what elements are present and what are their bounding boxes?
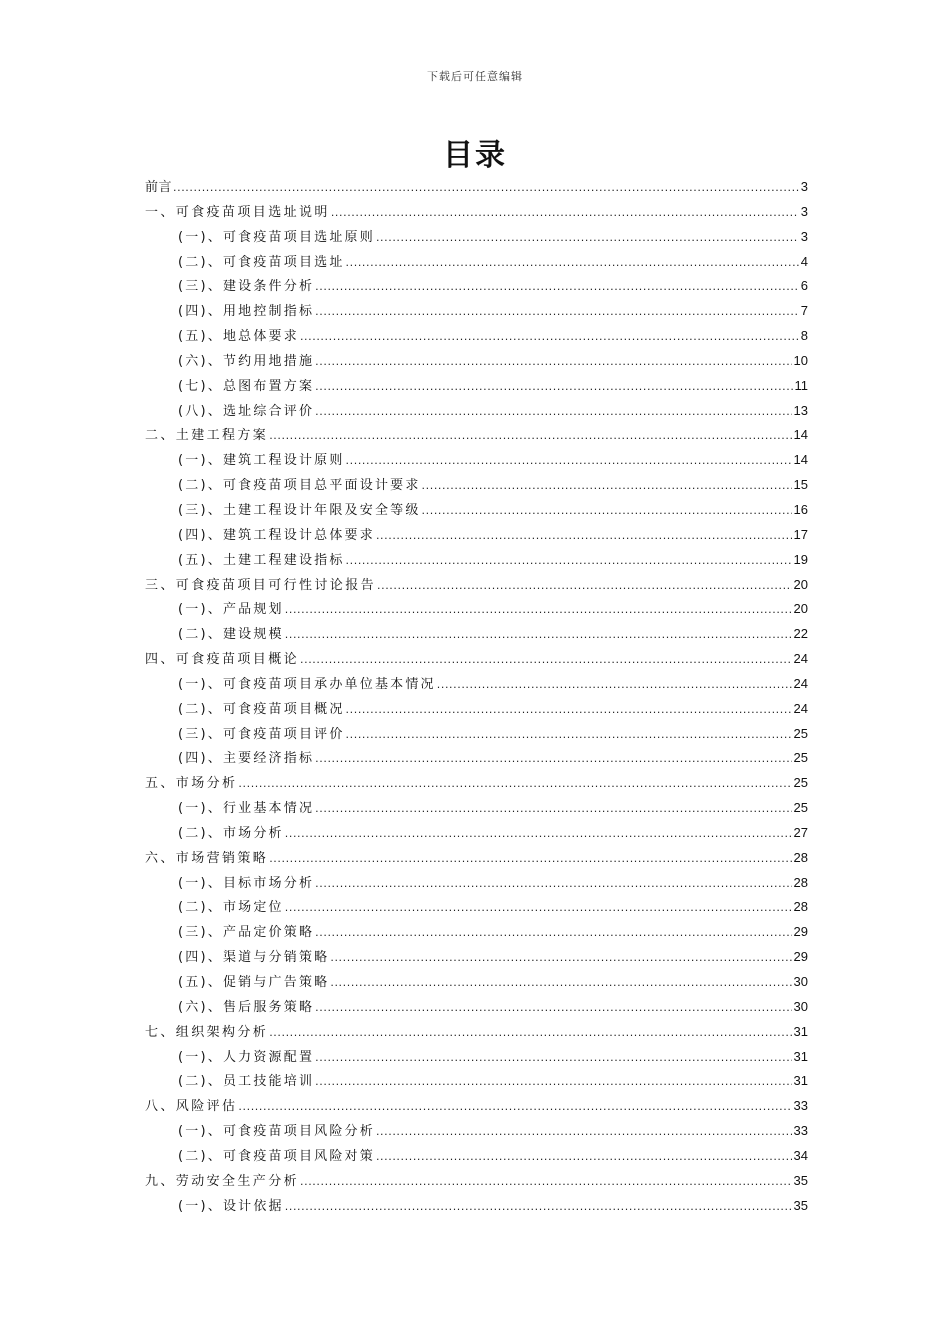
toc-entry-label: (二)、建设规模 [178, 627, 284, 643]
toc-entry[interactable] [145, 299, 808, 324]
toc-dot-leader [269, 424, 791, 449]
toc-entry-label: (六)、节约用地措施 [178, 353, 315, 369]
toc-entry-page-number: 28 [793, 849, 808, 865]
toc-dot-leader [437, 673, 792, 698]
toc-entry-label: 三、可食疫苗项目可行性讨论报告 [145, 577, 377, 593]
toc-entry[interactable] [145, 1119, 808, 1144]
toc-entry-label: (四)、建筑工程设计总体要求 [178, 527, 375, 543]
toc-dot-leader [285, 822, 792, 847]
toc-entry[interactable] [145, 995, 808, 1020]
toc-entry-label: (三)、可食疫苗项目评价 [178, 726, 345, 742]
toc-entry-label: (二)、员工技能培训 [178, 1074, 315, 1090]
toc-entry-page-number: 3 [800, 228, 808, 244]
toc-entry[interactable] [145, 746, 808, 771]
toc-entry-label: (七)、总图布置方案 [178, 378, 315, 394]
toc-entry-page-number: 20 [793, 576, 808, 592]
toc-dot-leader [269, 1021, 791, 1046]
toc-entry-label: (五)、地总体要求 [178, 329, 299, 345]
toc-entry-label: 二、土建工程方案 [145, 428, 269, 444]
toc-entry-page-number: 8 [800, 328, 808, 344]
toc-entry[interactable] [145, 573, 808, 598]
toc-entry-page-number: 24 [793, 651, 808, 667]
toc-entry[interactable] [145, 175, 808, 200]
toc-entry-label: 七、组织架构分析 [145, 1024, 269, 1040]
toc-entry-page-number: 24 [793, 700, 808, 716]
toc-entry-page-number: 14 [793, 452, 808, 468]
toc-dot-leader [422, 474, 792, 499]
toc-entry[interactable] [145, 796, 808, 821]
toc-dot-leader [315, 872, 791, 897]
toc-entry-page-number: 13 [793, 402, 808, 418]
toc-dot-leader [285, 1195, 792, 1220]
toc-entry-page-number: 28 [793, 874, 808, 890]
toc-dot-leader [346, 723, 792, 748]
toc-entry-page-number: 30 [793, 998, 808, 1014]
toc-entry-page-number: 25 [793, 800, 808, 816]
toc-dot-leader [315, 275, 799, 300]
toc-entry-label: (一)、建筑工程设计原则 [178, 453, 345, 469]
toc-dot-leader [238, 1095, 791, 1120]
toc-entry[interactable] [145, 1169, 808, 1194]
toc-entry-label: (一)、设计依据 [178, 1198, 284, 1214]
toc-entry-page-number: 19 [793, 551, 808, 567]
toc-entry-label: (二)、可食疫苗项目概况 [178, 701, 345, 717]
toc-entry-page-number: 24 [793, 675, 808, 691]
toc-entry-label: 四、可食疫苗项目概论 [145, 652, 300, 668]
toc-dot-leader [315, 400, 791, 425]
toc-entry-page-number: 29 [793, 924, 808, 940]
toc-entry[interactable] [145, 423, 808, 448]
toc-entry-page-number: 35 [793, 1172, 808, 1188]
toc-entry[interactable] [145, 225, 808, 250]
toc-entry-label: (一)、目标市场分析 [178, 875, 315, 891]
toc-entry-label: (五)、促销与广告策略 [178, 975, 330, 990]
toc-dot-leader [376, 1145, 792, 1170]
toc-dot-leader [285, 598, 792, 623]
toc-entry[interactable] [145, 548, 808, 573]
toc-entry-label: 一、可食疫苗项目选址说明 [145, 204, 330, 220]
toc-entry-label: (三)、土建工程设计年限及安全等级 [178, 502, 421, 518]
toc-dot-leader [285, 623, 792, 648]
toc-entry[interactable] [145, 846, 808, 871]
toc-dot-leader [346, 698, 792, 723]
toc-dot-leader [346, 549, 792, 574]
toc-entry-page-number: 15 [793, 477, 808, 493]
toc-dot-leader [269, 847, 791, 872]
toc-entry-label: (二)、市场定位 [178, 900, 284, 916]
toc-entry-label: (四)、用地控制指标 [178, 304, 315, 320]
toc-entry-label: (三)、建设条件分析 [178, 279, 315, 295]
toc-dot-leader [173, 176, 799, 201]
toc-dot-leader [315, 747, 791, 772]
toc-entry-page-number: 10 [793, 352, 808, 368]
toc-entry[interactable] [145, 473, 808, 498]
toc-dot-leader [315, 1070, 791, 1095]
toc-dot-leader [315, 996, 791, 1021]
toc-dot-leader [300, 325, 799, 350]
toc-entry-label: (四)、主要经济指标 [178, 751, 315, 767]
toc-entry-page-number: 34 [793, 1147, 808, 1163]
toc-entry-label: (一)、行业基本情况 [178, 801, 315, 817]
toc-dot-leader [315, 300, 799, 325]
toc-entry-label: (二)、可食疫苗项目选址 [178, 254, 345, 270]
toc-entry[interactable] [145, 895, 808, 920]
toc-entry-page-number: 25 [793, 750, 808, 766]
toc-entry-label: (五)、土建工程建设指标 [178, 552, 345, 568]
toc-dot-leader [331, 201, 799, 226]
toc-entry-page-number: 29 [793, 949, 808, 965]
toc-entry[interactable] [145, 523, 808, 548]
toc-entry-page-number: 14 [793, 427, 808, 443]
toc-dot-leader [330, 946, 791, 971]
toc-entry[interactable] [145, 1094, 808, 1119]
toc-entry-page-number: 31 [793, 1048, 808, 1064]
toc-entry-label: (一)、人力资源配置 [178, 1049, 315, 1065]
toc-entry[interactable] [145, 1194, 808, 1219]
toc-dot-leader [315, 375, 792, 400]
toc-entry[interactable] [145, 722, 808, 747]
toc-entry[interactable] [145, 672, 808, 697]
toc-entry[interactable] [145, 622, 808, 647]
toc-title: 目录 [443, 138, 507, 173]
toc-entry-label: (一)、产品规划 [178, 602, 284, 618]
toc-entry[interactable] [145, 1144, 808, 1169]
toc-entry-label: (六)、售后服务策略 [178, 999, 315, 1015]
toc-dot-leader [422, 499, 792, 524]
toc-entry[interactable] [145, 771, 808, 796]
table-of-contents [145, 175, 808, 1218]
toc-entry-label: (八)、选址综合评价 [178, 403, 315, 419]
toc-entry[interactable] [145, 374, 808, 399]
toc-entry-page-number: 6 [800, 278, 808, 294]
toc-entry-page-number: 33 [793, 1123, 808, 1139]
toc-dot-leader [376, 226, 799, 251]
toc-entry-page-number: 22 [793, 626, 808, 642]
toc-dot-leader [315, 350, 791, 375]
toc-entry-label: (二)、可食疫苗项目总平面设计要求 [178, 478, 421, 494]
toc-entry[interactable] [145, 871, 808, 896]
toc-entry[interactable] [145, 945, 808, 970]
toc-entry[interactable] [145, 970, 808, 995]
toc-dot-leader [315, 921, 791, 946]
toc-entry[interactable] [145, 498, 808, 523]
toc-entry-page-number: 3 [800, 179, 808, 194]
toc-dot-leader [346, 449, 792, 474]
toc-dot-leader [376, 1120, 792, 1145]
toc-dot-leader [315, 797, 791, 822]
toc-dot-leader [315, 1046, 791, 1071]
toc-entry-label: (一)、可食疫苗项目承办单位基本情况 [178, 676, 436, 692]
toc-entry-page-number: 20 [793, 601, 808, 617]
toc-entry-page-number: 3 [800, 203, 808, 219]
toc-entry-page-number: 7 [800, 303, 808, 319]
toc-entry[interactable] [145, 821, 808, 846]
toc-entry-page-number: 31 [793, 1023, 808, 1039]
toc-entry[interactable] [145, 448, 808, 473]
toc-entry-label: 五、市场分析 [145, 776, 238, 792]
toc-entry-page-number: 33 [793, 1098, 808, 1114]
toc-entry[interactable] [145, 597, 808, 622]
toc-entry-label: (二)、可食疫苗项目风险对策 [178, 1148, 375, 1164]
toc-entry[interactable] [145, 274, 808, 299]
toc-entry[interactable] [145, 1020, 808, 1045]
toc-dot-leader [377, 574, 792, 599]
toc-entry[interactable] [145, 324, 808, 349]
toc-entry-label: (四)、渠道与分销策略 [178, 950, 330, 966]
toc-entry-page-number: 30 [793, 974, 808, 989]
toc-entry-page-number: 17 [793, 526, 808, 542]
toc-entry-label: 前言 [145, 180, 173, 195]
toc-entry[interactable] [145, 697, 808, 722]
toc-entry[interactable] [145, 1069, 808, 1094]
toc-entry-label: (一)、可食疫苗项目选址原则 [178, 229, 375, 245]
toc-entry-label: (一)、可食疫苗项目风险分析 [178, 1124, 375, 1140]
toc-entry[interactable] [145, 1045, 808, 1070]
toc-dot-leader [300, 1170, 792, 1195]
toc-entry-page-number: 4 [800, 253, 808, 269]
toc-entry-page-number: 31 [793, 1073, 808, 1089]
toc-entry-page-number: 25 [793, 775, 808, 791]
toc-entry-page-number: 25 [793, 725, 808, 741]
toc-dot-leader [376, 524, 792, 549]
toc-entry-label: (三)、产品定价策略 [178, 925, 315, 941]
toc-dot-leader [238, 772, 791, 797]
toc-entry-page-number: 27 [793, 824, 808, 840]
toc-entry[interactable] [145, 200, 808, 225]
toc-entry-page-number: 16 [793, 501, 808, 517]
toc-dot-leader [346, 251, 799, 276]
toc-entry-page-number: 28 [793, 899, 808, 915]
toc-dot-leader [330, 971, 791, 996]
toc-entry-label: 六、市场营销策略 [145, 850, 269, 866]
header-note: 下载后可任意编辑 [427, 70, 523, 83]
toc-entry-page-number: 35 [793, 1197, 808, 1213]
toc-entry[interactable] [145, 250, 808, 275]
toc-entry-page-number: 11 [794, 377, 808, 393]
toc-entry[interactable] [145, 647, 808, 672]
toc-entry[interactable] [145, 349, 808, 374]
toc-entry-label: 八、风险评估 [145, 1099, 238, 1115]
toc-entry-label: (二)、市场分析 [178, 825, 284, 841]
toc-entry-label: 九、劳动安全生产分析 [145, 1173, 300, 1189]
toc-dot-leader [285, 896, 792, 921]
toc-entry[interactable] [145, 399, 808, 424]
toc-entry[interactable] [145, 920, 808, 945]
toc-dot-leader [300, 648, 792, 673]
